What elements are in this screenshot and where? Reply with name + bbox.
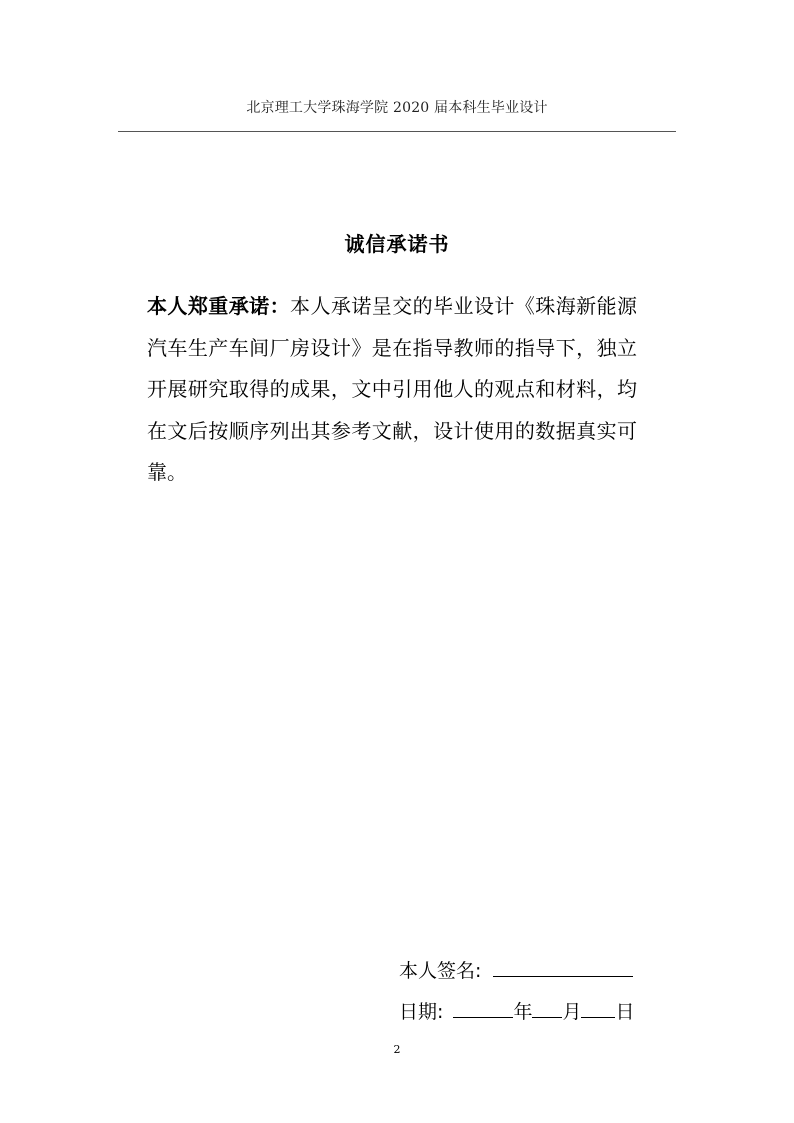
pledge-body: 本人承诺呈交的毕业设计《珠海新能源汽车生产车间厂房设计》是在指导教师的指导下，独立开展研究取得的成果，文中引用他人的观点和材料，均在文后按顺序列出其参考文献，设计使用的数据真实可靠。 xyxy=(147,294,638,484)
page-header: 北京理工大学珠海学院 2020 届本科生毕业设计 xyxy=(246,100,548,116)
pledge-paragraph xyxy=(147,286,637,494)
pledge-lead: 本人郑重承诺： xyxy=(147,294,291,318)
signature-blank xyxy=(493,960,633,977)
day-blank xyxy=(581,1001,615,1018)
header-divider xyxy=(118,131,676,132)
date-line xyxy=(399,997,635,1024)
month-blank xyxy=(532,1001,562,1018)
year-blank xyxy=(453,1001,513,1018)
document-title: 诚信承诺书 xyxy=(344,232,450,256)
signature-label: 本人签名: xyxy=(399,960,482,982)
signature-line xyxy=(399,956,633,983)
month-label: 月 xyxy=(562,1001,582,1023)
page-number: 2 xyxy=(393,1043,401,1056)
date-label: 日期: xyxy=(399,1001,444,1023)
day-label: 日 xyxy=(615,1001,635,1023)
year-label: 年 xyxy=(513,1001,533,1023)
